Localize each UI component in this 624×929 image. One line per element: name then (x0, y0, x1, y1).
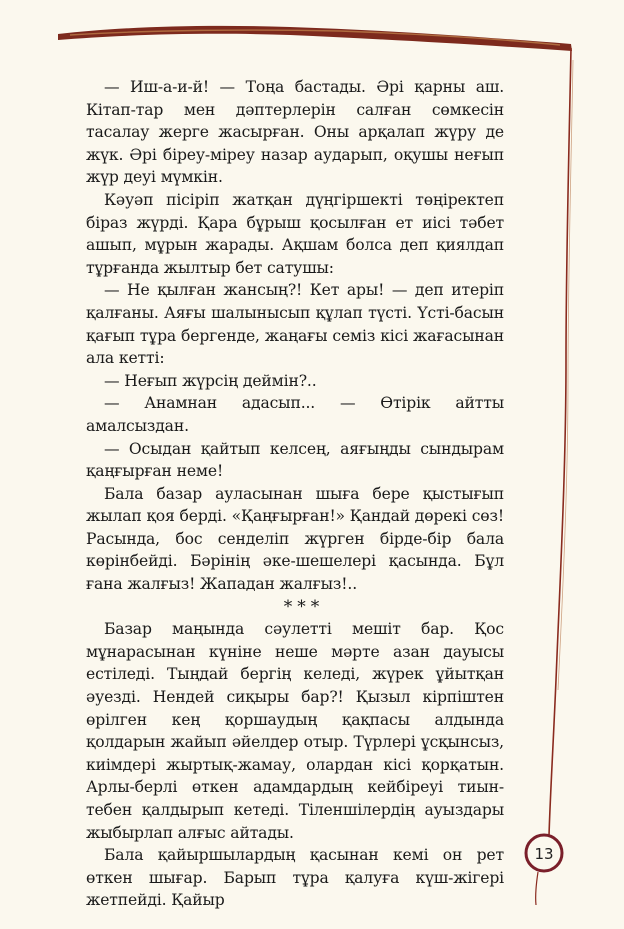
paragraph: — Осыдан қайтып келсең, аяғыңды сындырам қаңғырған неме! (86, 439, 504, 481)
page-number: 13 (534, 845, 554, 863)
paragraph: Бала қайыршылардың қасынан кемі он рет өткен шығар. Барып тұра қалуға күш-жігері жетпейді. Қайыр (86, 846, 504, 910)
paragraph: Кәуәп пісіріп жатқан дүңгіршекті төңіректеп біраз жүрді. Қара бұрыш қосылған ет иісі тәбет ашып, мұрын жарады. Ақшам болса деп қиялдап тұрғанда жылтыр бет сатушы: (86, 190, 504, 277)
section-divider: *** (283, 596, 325, 617)
paragraph: Бала базар ауласынан шыға бере қыстығып жылап қоя берді. «Қаңғырған!» Қандай дөрекі сөз! Расында, бос сенделіп жүрген бірде-бір бала көрінбейді. Бәрінің әке-шешелері қасында. Бұл ғана жалғыз! Жападан жалғыз!.. (86, 484, 504, 594)
bottom-tail (536, 872, 538, 905)
paragraph: Базар маңында сәулетті мешіт бар. Қос мұнарасынан күніне неше мәрте азан дауысы естіледі. Тыңдай бергің келеді, жүрек ұйытқан әуезді. Нендей сиқыры бар?! Қызыл кірпіштен өрілген кең қоршаудың қақпасы алдында қолдарын жайып әйелдер отыр. Түрлері ұсқынсыз, киімдері жыртық-жамау, олардан кісі қорқатын. Арлы-берлі өткен адамдардың кейбіреуі тиын-тебен қалдырып кетеді. Тіленшілердің ауыздары жыбырлап алғыс айтады. (86, 620, 504, 842)
paragraph: — Не қылған жансың?! Кет ары! — деп итеріп қалғаны. Аяғы шалынысып құлап түсті. Үсті-басын қағып тұра бергенде, жаңағы семіз кісі жағасынан ала кетті: (86, 281, 504, 368)
body-text (86, 76, 504, 912)
paragraph: — Иш-а-и-й! — Тоңа бастады. Әрі қарны аш. Кітап-тар мен дәптерлерін салған сөмкесін тасалау жерге жасырған. Оны арқалап жүру де жүк. Әрі біреу-міреу назар аударып, оқушы неғып жүр деуі мүмкін. (86, 78, 504, 187)
paragraph: — Неғып жүрсің деймін?.. (104, 371, 317, 390)
top-border-stroke (58, 26, 572, 51)
paragraph: — Анамнан адасып... — Өтірік айтты амалсыздан. (86, 394, 504, 435)
